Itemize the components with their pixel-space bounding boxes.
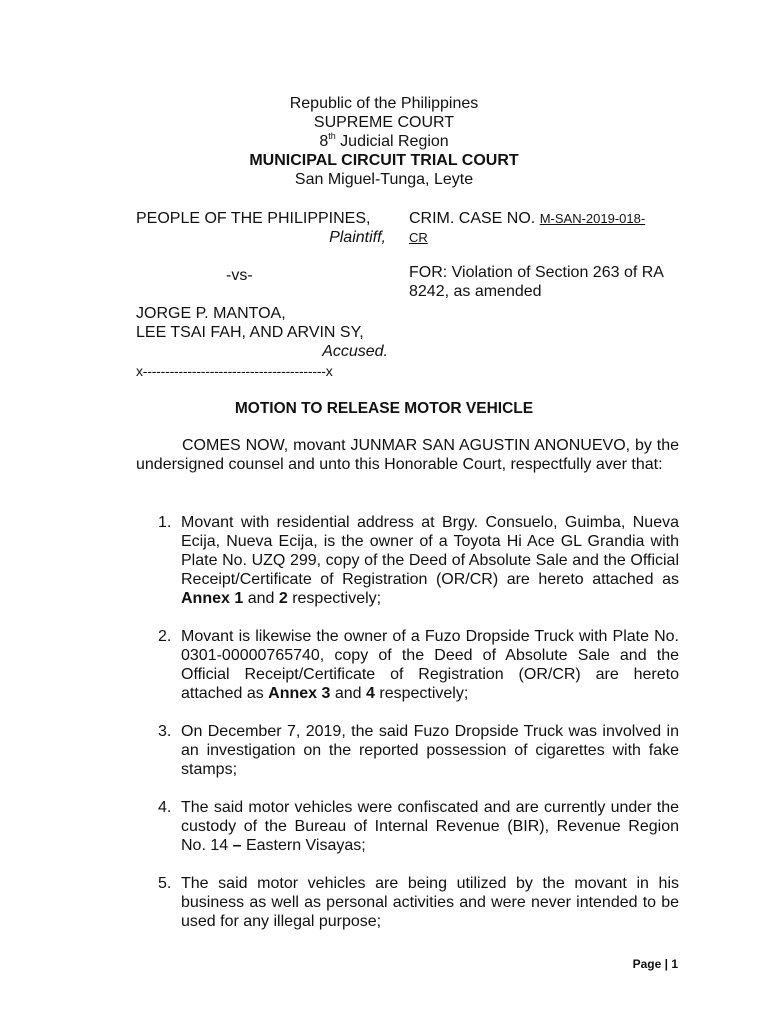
plaintiff-name: PEOPLE OF THE PHILIPPINES, [136, 210, 371, 227]
case-number-cont: CR [409, 230, 428, 245]
versus-label: -vs- [226, 267, 253, 284]
case-for-line1: FOR: Violation of Section 263 of RA [409, 264, 664, 281]
list-item: 3. On December 7, 2019, the said Fuzo Dropside Truck was involved in an investigation on the reported possession of cigarettes with fake stamps; [158, 723, 679, 778]
header-supreme-court: SUPREME COURT [313, 114, 455, 131]
court-header [0, 94, 768, 189]
allegations-list [136, 513, 679, 950]
accused-line1: JORGE P. MANTOA, [136, 305, 286, 322]
list-item: 1. Movant with residential address at Brgy. Consuelo, Guimba, Nueva Ecija, Nueva Ecija, is the owner of a Toyota Hi Ace GL Grandia with Plate No. UZQ 299, copy of the Deed of Absolute Sale and the Official Receipt/Certificate of Registration (OR/CR) are hereto attached as Annex 1 and 2 respectively; [158, 514, 679, 607]
plaintiff-role: Plaintiff, [329, 229, 386, 246]
case-number: CRIM. CASE NO. M-SAN-2019-018- [409, 210, 646, 227]
list-item: 2. Movant is likewise the owner of a Fuzo Dropside Truck with Plate No. 0301-00000765740, copy of the Deed of Absolute Sale and the Official Receipt/Certificate of Registration (OR/CR) are hereto attached as Annex 3 and 4 respectively; [158, 628, 679, 702]
header-republic: Republic of the Philippines [289, 95, 479, 112]
intro-paragraph [136, 436, 679, 474]
caption-plaintiff [136, 209, 396, 247]
caption-separator: x-----------------------------------------x [136, 363, 333, 379]
header-court-name: MUNICIPAL CIRCUIT TRIAL COURT [249, 152, 519, 169]
accused-line2: LEE TSAI FAH, AND ARVIN SY, [136, 324, 364, 341]
page-number: Page | 1 [632, 957, 678, 971]
motion-title: MOTION TO RELEASE MOTOR VEHICLE [234, 400, 534, 417]
header-location: San Miguel-Tunga, Leyte [294, 171, 474, 188]
caption-case-info [409, 209, 699, 301]
accused-role: Accused. [322, 343, 388, 360]
intro-text: COMES NOW, movant JUNMAR SAN AGUSTIN ANONUEVO, by the undersigned counsel and unto this Honorable Court, respectfully aver that: [136, 437, 679, 473]
list-item: 5. The said motor vehicles are being utilized by the movant in his business as well as personal activities and were never intended to be used for any illegal purpose; [158, 875, 679, 930]
case-for-line2: 8242, as amended [409, 283, 542, 300]
list-item: 4. The said motor vehicles were confiscated and are currently under the custody of the Bureau of Internal Revenue (BIR), Revenue Region No. 14 – Eastern Visayas; [158, 799, 679, 854]
header-judicial-region: 8th Judicial Region [319, 130, 449, 150]
caption-accused [136, 304, 396, 361]
